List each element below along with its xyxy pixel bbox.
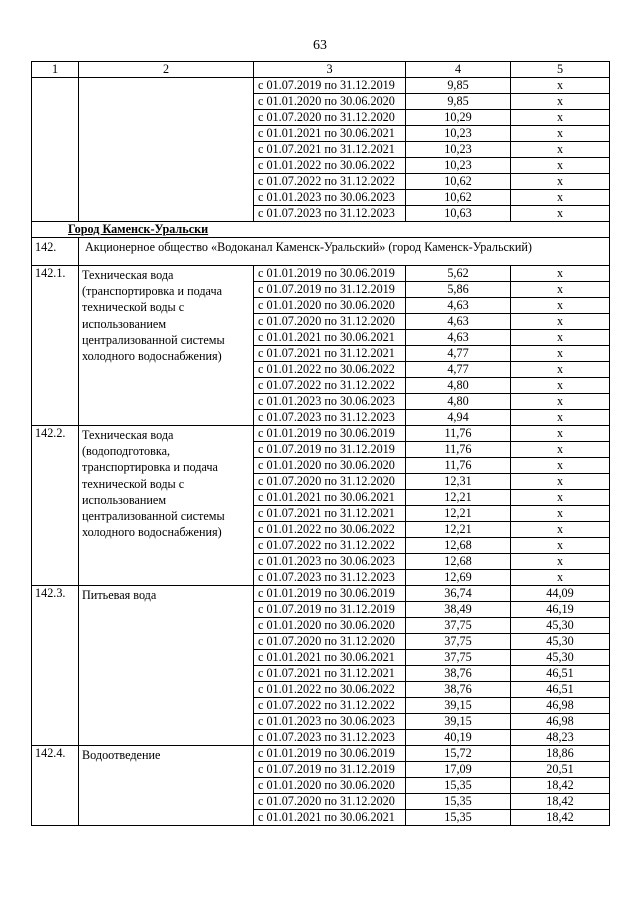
column-header: 4 (406, 62, 511, 78)
value-col5-cell: х (511, 538, 610, 554)
value-col4-cell: 38,76 (406, 666, 511, 682)
value-col5-cell: х (511, 174, 610, 190)
period-cell: с 01.01.2021 по 30.06.2021 (254, 330, 406, 346)
value-col4-cell: 10,23 (406, 158, 511, 174)
value-col5-cell: х (511, 110, 610, 126)
table-row (32, 426, 610, 442)
period-cell: с 01.07.2023 по 31.12.2023 (254, 570, 406, 586)
period-cell: с 01.01.2021 по 30.06.2021 (254, 126, 406, 142)
table-row (32, 126, 610, 142)
value-col5-cell: х (511, 426, 610, 442)
value-col4-cell: 37,75 (406, 634, 511, 650)
value-col4-cell: 11,76 (406, 458, 511, 474)
column-header: 2 (79, 62, 254, 78)
value-col4-cell: 4,63 (406, 314, 511, 330)
period-cell: с 01.01.2020 по 30.06.2020 (254, 458, 406, 474)
period-cell: с 01.07.2021 по 31.12.2021 (254, 142, 406, 158)
value-col4-cell: 15,72 (406, 746, 511, 762)
empty-cell (32, 174, 79, 190)
period-cell: с 01.07.2019 по 31.12.2019 (254, 602, 406, 618)
value-col4-cell: 4,80 (406, 394, 511, 410)
item-number: 142.2. (32, 426, 79, 586)
header-row (32, 62, 610, 78)
value-col5-cell: 46,19 (511, 602, 610, 618)
value-col4-cell: 11,76 (406, 442, 511, 458)
period-cell: с 01.07.2021 по 31.12.2021 (254, 346, 406, 362)
period-cell: с 01.07.2022 по 31.12.2022 (254, 538, 406, 554)
value-col4-cell: 4,80 (406, 378, 511, 394)
value-col4-cell: 40,19 (406, 730, 511, 746)
table-row (32, 206, 610, 222)
value-col5-cell: х (511, 298, 610, 314)
value-col5-cell: 20,51 (511, 762, 610, 778)
period-cell: с 01.01.2023 по 30.06.2023 (254, 190, 406, 206)
value-col4-cell: 4,94 (406, 410, 511, 426)
value-col4-cell: 15,35 (406, 778, 511, 794)
item-description: Водоотведение (79, 746, 254, 826)
table-row (32, 78, 610, 94)
value-col5-cell: х (511, 190, 610, 206)
period-cell: с 01.01.2022 по 30.06.2022 (254, 522, 406, 538)
period-cell: с 01.01.2019 по 30.06.2019 (254, 266, 406, 282)
period-cell: с 01.01.2020 по 30.06.2020 (254, 94, 406, 110)
value-col4-cell: 38,49 (406, 602, 511, 618)
city-row (32, 222, 610, 238)
period-cell: с 01.01.2023 по 30.06.2023 (254, 394, 406, 410)
empty-cell (32, 94, 79, 110)
value-col5-cell: 18,42 (511, 810, 610, 826)
period-cell: с 01.07.2019 по 31.12.2019 (254, 78, 406, 94)
item-number: 142.3. (32, 586, 79, 746)
value-col5-cell: х (511, 314, 610, 330)
empty-cell (32, 206, 79, 222)
value-col4-cell: 12,21 (406, 522, 511, 538)
value-col5-cell: х (511, 394, 610, 410)
period-cell: с 01.07.2023 по 31.12.2023 (254, 730, 406, 746)
empty-cell (79, 142, 254, 158)
empty-cell (32, 78, 79, 94)
value-col4-cell: 12,21 (406, 506, 511, 522)
period-cell: с 01.01.2019 по 30.06.2019 (254, 426, 406, 442)
value-col5-cell: х (511, 410, 610, 426)
value-col5-cell: 46,98 (511, 714, 610, 730)
value-col4-cell: 15,35 (406, 794, 511, 810)
value-col5-cell: х (511, 142, 610, 158)
value-col5-cell: х (511, 458, 610, 474)
period-cell: с 01.07.2020 по 31.12.2020 (254, 634, 406, 650)
value-col4-cell: 10,62 (406, 174, 511, 190)
period-cell: с 01.07.2022 по 31.12.2022 (254, 174, 406, 190)
value-col4-cell: 4,63 (406, 330, 511, 346)
value-col4-cell: 4,63 (406, 298, 511, 314)
value-col4-cell: 10,29 (406, 110, 511, 126)
period-cell: с 01.01.2023 по 30.06.2023 (254, 714, 406, 730)
empty-cell (79, 158, 254, 174)
value-col4-cell: 12,68 (406, 538, 511, 554)
value-col5-cell: 44,09 (511, 586, 610, 602)
period-cell: с 01.01.2019 по 30.06.2019 (254, 586, 406, 602)
value-col5-cell: 46,98 (511, 698, 610, 714)
value-col4-cell: 12,21 (406, 490, 511, 506)
organization-row (32, 238, 610, 266)
column-header: 3 (254, 62, 406, 78)
value-col5-cell: х (511, 266, 610, 282)
empty-cell (79, 78, 254, 94)
period-cell: с 01.01.2022 по 30.06.2022 (254, 362, 406, 378)
period-cell: с 01.07.2023 по 31.12.2023 (254, 410, 406, 426)
empty-cell (32, 158, 79, 174)
period-cell: с 01.07.2022 по 31.12.2022 (254, 698, 406, 714)
value-col4-cell: 37,75 (406, 618, 511, 634)
empty-cell (79, 94, 254, 110)
period-cell: с 01.07.2020 по 31.12.2020 (254, 794, 406, 810)
period-cell: с 01.07.2019 по 31.12.2019 (254, 282, 406, 298)
value-col5-cell: х (511, 490, 610, 506)
period-cell: с 01.01.2021 по 30.06.2021 (254, 490, 406, 506)
empty-cell (32, 126, 79, 142)
value-col4-cell: 12,68 (406, 554, 511, 570)
value-col5-cell: х (511, 378, 610, 394)
item-description: Питьевая вода (79, 586, 254, 746)
value-col4-cell: 39,15 (406, 714, 511, 730)
period-cell: с 01.01.2020 по 30.06.2020 (254, 778, 406, 794)
value-col5-cell: х (511, 126, 610, 142)
value-col5-cell: 45,30 (511, 650, 610, 666)
value-col4-cell: 10,62 (406, 190, 511, 206)
period-cell: с 01.07.2020 по 31.12.2020 (254, 314, 406, 330)
empty-cell (79, 110, 254, 126)
period-cell: с 01.07.2021 по 31.12.2021 (254, 666, 406, 682)
value-col5-cell: 46,51 (511, 666, 610, 682)
city-heading: Город Каменск-Уральски (32, 222, 610, 238)
column-header: 1 (32, 62, 79, 78)
table-row (32, 174, 610, 190)
value-col5-cell: х (511, 474, 610, 490)
period-cell: с 01.01.2023 по 30.06.2023 (254, 554, 406, 570)
value-col4-cell: 10,23 (406, 126, 511, 142)
table-row (32, 190, 610, 206)
value-col4-cell: 17,09 (406, 762, 511, 778)
period-cell: с 01.07.2020 по 31.12.2020 (254, 110, 406, 126)
org-number: 142. (32, 238, 79, 266)
value-col5-cell: х (511, 522, 610, 538)
value-col5-cell: х (511, 362, 610, 378)
tariff-table (31, 61, 610, 826)
value-col4-cell: 4,77 (406, 346, 511, 362)
value-col5-cell: х (511, 94, 610, 110)
period-cell: с 01.07.2020 по 31.12.2020 (254, 474, 406, 490)
empty-cell (32, 110, 79, 126)
period-cell: с 01.07.2019 по 31.12.2019 (254, 762, 406, 778)
page-number: 63 (313, 38, 327, 53)
empty-cell (79, 206, 254, 222)
item-number: 142.4. (32, 746, 79, 826)
empty-cell (32, 190, 79, 206)
value-col5-cell: 18,42 (511, 794, 610, 810)
period-cell: с 01.07.2022 по 31.12.2022 (254, 378, 406, 394)
value-col5-cell: х (511, 206, 610, 222)
period-cell: с 01.07.2021 по 31.12.2021 (254, 506, 406, 522)
value-col4-cell: 5,62 (406, 266, 511, 282)
value-col5-cell: х (511, 570, 610, 586)
table-row (32, 158, 610, 174)
table-row (32, 586, 610, 602)
period-cell: с 01.01.2021 по 30.06.2021 (254, 810, 406, 826)
value-col5-cell: х (511, 442, 610, 458)
value-col4-cell: 37,75 (406, 650, 511, 666)
value-col5-cell: х (511, 346, 610, 362)
period-cell: с 01.07.2019 по 31.12.2019 (254, 442, 406, 458)
item-number: 142.1. (32, 266, 79, 426)
table-row (32, 94, 610, 110)
table-row (32, 266, 610, 282)
empty-cell (79, 126, 254, 142)
period-cell: с 01.01.2020 по 30.06.2020 (254, 298, 406, 314)
value-col5-cell: 45,30 (511, 618, 610, 634)
value-col4-cell: 9,85 (406, 78, 511, 94)
value-col4-cell: 12,69 (406, 570, 511, 586)
value-col5-cell: 18,42 (511, 778, 610, 794)
value-col5-cell: х (511, 554, 610, 570)
item-description: Техническая вода (водоподготовка, транспортировка и подача технической воды с использованием централизованной системы холодного водоснабжения) (79, 426, 254, 586)
value-col4-cell: 4,77 (406, 362, 511, 378)
value-col4-cell: 5,86 (406, 282, 511, 298)
value-col5-cell: х (511, 282, 610, 298)
empty-cell (79, 190, 254, 206)
value-col5-cell: х (511, 158, 610, 174)
value-col4-cell: 36,74 (406, 586, 511, 602)
period-cell: с 01.01.2020 по 30.06.2020 (254, 618, 406, 634)
value-col4-cell: 10,63 (406, 206, 511, 222)
period-cell: с 01.01.2021 по 30.06.2021 (254, 650, 406, 666)
value-col5-cell: 46,51 (511, 682, 610, 698)
period-cell: с 01.01.2022 по 30.06.2022 (254, 158, 406, 174)
value-col4-cell: 10,23 (406, 142, 511, 158)
value-col5-cell: 48,23 (511, 730, 610, 746)
value-col5-cell: х (511, 506, 610, 522)
item-description: Техническая вода (транспортировка и подача технической воды с использованием централизованной системы холодного водоснабжения) (79, 266, 254, 426)
value-col4-cell: 38,76 (406, 682, 511, 698)
period-cell: с 01.01.2019 по 30.06.2019 (254, 746, 406, 762)
column-header: 5 (511, 62, 610, 78)
value-col5-cell: 45,30 (511, 634, 610, 650)
table-row (32, 746, 610, 762)
table-row (32, 110, 610, 126)
value-col5-cell: х (511, 330, 610, 346)
table-row (32, 142, 610, 158)
value-col4-cell: 11,76 (406, 426, 511, 442)
empty-cell (32, 142, 79, 158)
value-col4-cell: 9,85 (406, 94, 511, 110)
period-cell: с 01.01.2022 по 30.06.2022 (254, 682, 406, 698)
period-cell: с 01.07.2023 по 31.12.2023 (254, 206, 406, 222)
value-col5-cell: 18,86 (511, 746, 610, 762)
org-name: Акционерное общество «Водоканал Каменск-Уральский» (город Каменск-Уральский) (79, 238, 610, 266)
value-col4-cell: 12,31 (406, 474, 511, 490)
value-col4-cell: 39,15 (406, 698, 511, 714)
empty-cell (79, 174, 254, 190)
value-col4-cell: 15,35 (406, 810, 511, 826)
value-col5-cell: х (511, 78, 610, 94)
